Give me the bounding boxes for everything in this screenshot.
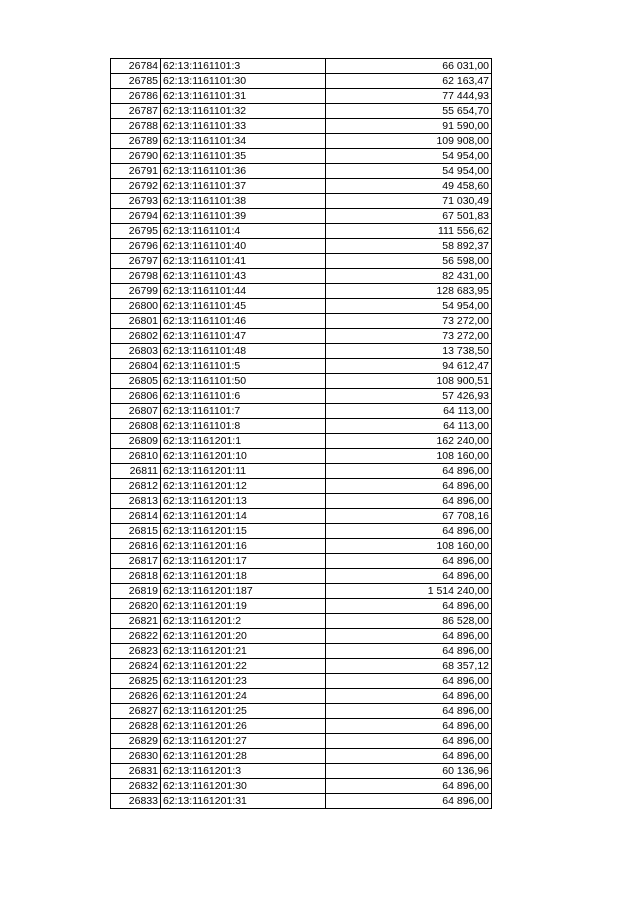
table-row [111,104,492,119]
row-number-cell: 26828 [111,719,161,734]
table-row [111,194,492,209]
row-number-cell: 26809 [111,434,161,449]
amount-cell: 71 030,49 [326,194,492,209]
amount-cell: 73 272,00 [326,314,492,329]
amount-cell: 64 896,00 [326,674,492,689]
cadastral-number-cell: 62:13:1161101:36 [161,164,326,179]
table-row [111,599,492,614]
row-number-cell: 26825 [111,674,161,689]
cadastral-number-cell: 62:13:1161201:3 [161,764,326,779]
row-number-cell: 26829 [111,734,161,749]
row-number-cell: 26786 [111,89,161,104]
table-row [111,254,492,269]
cadastral-number-cell: 62:13:1161201:1 [161,434,326,449]
cadastral-number-cell: 62:13:1161101:32 [161,104,326,119]
cadastral-number-cell: 62:13:1161101:31 [161,89,326,104]
amount-cell: 60 136,96 [326,764,492,779]
table-row [111,59,492,74]
amount-cell: 67 708,16 [326,509,492,524]
amount-cell: 82 431,00 [326,269,492,284]
amount-cell: 64 896,00 [326,524,492,539]
row-number-cell: 26798 [111,269,161,284]
row-number-cell: 26796 [111,239,161,254]
cadastral-number-cell: 62:13:1161201:31 [161,794,326,809]
table-row [111,644,492,659]
cadastral-number-cell: 62:13:1161201:15 [161,524,326,539]
cadastral-number-cell: 62:13:1161101:41 [161,254,326,269]
table-row [111,779,492,794]
row-number-cell: 26803 [111,344,161,359]
cadastral-number-cell: 62:13:1161201:21 [161,644,326,659]
cadastral-number-cell: 62:13:1161201:26 [161,719,326,734]
table-row [111,749,492,764]
cadastral-number-cell: 62:13:1161101:45 [161,299,326,314]
amount-cell: 77 444,93 [326,89,492,104]
row-number-cell: 26800 [111,299,161,314]
amount-cell: 86 528,00 [326,614,492,629]
table-row [111,434,492,449]
cadastral-number-cell: 62:13:1161201:23 [161,674,326,689]
amount-cell: 49 458,60 [326,179,492,194]
amount-cell: 64 896,00 [326,794,492,809]
row-number-cell: 26802 [111,329,161,344]
amount-cell: 58 892,37 [326,239,492,254]
cadastral-number-cell: 62:13:1161201:187 [161,584,326,599]
table-row [111,509,492,524]
row-number-cell: 26816 [111,539,161,554]
table-row [111,659,492,674]
table-row [111,449,492,464]
table-row [111,629,492,644]
amount-cell: 64 896,00 [326,464,492,479]
table-body [111,59,492,809]
table-row [111,164,492,179]
data-table [110,58,492,809]
amount-cell: 64 896,00 [326,554,492,569]
cadastral-number-cell: 62:13:1161201:2 [161,614,326,629]
amount-cell: 64 896,00 [326,599,492,614]
amount-cell: 64 113,00 [326,404,492,419]
amount-cell: 94 612,47 [326,359,492,374]
row-number-cell: 26831 [111,764,161,779]
table-row [111,314,492,329]
row-number-cell: 26824 [111,659,161,674]
row-number-cell: 26826 [111,689,161,704]
table-row [111,404,492,419]
table-row [111,719,492,734]
cadastral-number-cell: 62:13:1161101:40 [161,239,326,254]
amount-cell: 108 160,00 [326,539,492,554]
row-number-cell: 26806 [111,389,161,404]
cadastral-number-cell: 62:13:1161201:30 [161,779,326,794]
amount-cell: 13 738,50 [326,344,492,359]
amount-cell: 55 654,70 [326,104,492,119]
table-row [111,614,492,629]
row-number-cell: 26795 [111,224,161,239]
cadastral-number-cell: 62:13:1161201:18 [161,569,326,584]
table-row [111,389,492,404]
amount-cell: 66 031,00 [326,59,492,74]
cadastral-number-cell: 62:13:1161201:22 [161,659,326,674]
amount-cell: 62 163,47 [326,74,492,89]
amount-cell: 64 896,00 [326,734,492,749]
amount-cell: 64 896,00 [326,644,492,659]
table-row [111,224,492,239]
table-row [111,284,492,299]
cadastral-number-cell: 62:13:1161101:39 [161,209,326,224]
row-number-cell: 26789 [111,134,161,149]
table-row [111,74,492,89]
row-number-cell: 26812 [111,479,161,494]
cadastral-number-cell: 62:13:1161101:8 [161,419,326,434]
row-number-cell: 26832 [111,779,161,794]
row-number-cell: 26792 [111,179,161,194]
amount-cell: 54 954,00 [326,164,492,179]
row-number-cell: 26801 [111,314,161,329]
row-number-cell: 26785 [111,74,161,89]
amount-cell: 109 908,00 [326,134,492,149]
row-number-cell: 26808 [111,419,161,434]
row-number-cell: 26784 [111,59,161,74]
row-number-cell: 26799 [111,284,161,299]
table-row [111,704,492,719]
table-row [111,299,492,314]
table-row [111,89,492,104]
row-number-cell: 26811 [111,464,161,479]
amount-cell: 108 160,00 [326,449,492,464]
cadastral-number-cell: 62:13:1161201:27 [161,734,326,749]
cadastral-number-cell: 62:13:1161101:47 [161,329,326,344]
amount-cell: 111 556,62 [326,224,492,239]
cadastral-number-cell: 62:13:1161101:4 [161,224,326,239]
cadastral-number-cell: 62:13:1161201:16 [161,539,326,554]
table-row [111,554,492,569]
row-number-cell: 26804 [111,359,161,374]
table-row [111,119,492,134]
cadastral-number-cell: 62:13:1161101:44 [161,284,326,299]
amount-cell: 73 272,00 [326,329,492,344]
table-row [111,479,492,494]
table-row [111,689,492,704]
row-number-cell: 26823 [111,644,161,659]
cadastral-number-cell: 62:13:1161101:46 [161,314,326,329]
cadastral-number-cell: 62:13:1161201:10 [161,449,326,464]
cadastral-number-cell: 62:13:1161101:5 [161,359,326,374]
amount-cell: 64 896,00 [326,779,492,794]
row-number-cell: 26793 [111,194,161,209]
table-row [111,419,492,434]
cadastral-number-cell: 62:13:1161101:34 [161,134,326,149]
row-number-cell: 26821 [111,614,161,629]
amount-cell: 64 113,00 [326,419,492,434]
amount-cell: 64 896,00 [326,749,492,764]
amount-cell: 91 590,00 [326,119,492,134]
cadastral-number-cell: 62:13:1161101:43 [161,269,326,284]
row-number-cell: 26813 [111,494,161,509]
row-number-cell: 26794 [111,209,161,224]
amount-cell: 64 896,00 [326,479,492,494]
row-number-cell: 26822 [111,629,161,644]
cadastral-number-cell: 62:13:1161101:7 [161,404,326,419]
cadastral-number-cell: 62:13:1161201:20 [161,629,326,644]
row-number-cell: 26815 [111,524,161,539]
cadastral-number-cell: 62:13:1161101:30 [161,74,326,89]
row-number-cell: 26791 [111,164,161,179]
cadastral-number-cell: 62:13:1161101:6 [161,389,326,404]
amount-cell: 108 900,51 [326,374,492,389]
row-number-cell: 26819 [111,584,161,599]
amount-cell: 54 954,00 [326,149,492,164]
table-row [111,239,492,254]
amount-cell: 57 426,93 [326,389,492,404]
cadastral-number-cell: 62:13:1161101:37 [161,179,326,194]
table-row [111,674,492,689]
table-row [111,464,492,479]
row-number-cell: 26805 [111,374,161,389]
cadastral-number-cell: 62:13:1161101:33 [161,119,326,134]
table-row [111,209,492,224]
table-row [111,359,492,374]
table-row [111,524,492,539]
row-number-cell: 26807 [111,404,161,419]
amount-cell: 54 954,00 [326,299,492,314]
row-number-cell: 26788 [111,119,161,134]
row-number-cell: 26787 [111,104,161,119]
cadastral-number-cell: 62:13:1161201:28 [161,749,326,764]
cadastral-number-cell: 62:13:1161101:48 [161,344,326,359]
amount-cell: 64 896,00 [326,494,492,509]
amount-cell: 64 896,00 [326,719,492,734]
table-row [111,329,492,344]
row-number-cell: 26817 [111,554,161,569]
cadastral-number-cell: 62:13:1161201:25 [161,704,326,719]
table-row [111,569,492,584]
table-row [111,494,492,509]
row-number-cell: 26790 [111,149,161,164]
cadastral-number-cell: 62:13:1161201:24 [161,689,326,704]
row-number-cell: 26810 [111,449,161,464]
table-row [111,149,492,164]
cadastral-number-cell: 62:13:1161201:12 [161,479,326,494]
cadastral-number-cell: 62:13:1161101:50 [161,374,326,389]
table-row [111,374,492,389]
amount-cell: 64 896,00 [326,569,492,584]
row-number-cell: 26814 [111,509,161,524]
amount-cell: 67 501,83 [326,209,492,224]
row-number-cell: 26797 [111,254,161,269]
cadastral-number-cell: 62:13:1161101:3 [161,59,326,74]
cadastral-number-cell: 62:13:1161201:11 [161,464,326,479]
amount-cell: 64 896,00 [326,629,492,644]
cadastral-number-cell: 62:13:1161201:19 [161,599,326,614]
table-row [111,584,492,599]
amount-cell: 64 896,00 [326,704,492,719]
row-number-cell: 26818 [111,569,161,584]
cadastral-number-cell: 62:13:1161101:35 [161,149,326,164]
amount-cell: 64 896,00 [326,689,492,704]
table-row [111,344,492,359]
row-number-cell: 26830 [111,749,161,764]
table-row [111,134,492,149]
row-number-cell: 26833 [111,794,161,809]
amount-cell: 56 598,00 [326,254,492,269]
cadastral-number-cell: 62:13:1161101:38 [161,194,326,209]
cadastral-number-cell: 62:13:1161201:17 [161,554,326,569]
amount-cell: 162 240,00 [326,434,492,449]
table-row [111,179,492,194]
row-number-cell: 26827 [111,704,161,719]
row-number-cell: 26820 [111,599,161,614]
table-row [111,764,492,779]
table-row [111,734,492,749]
table-row [111,539,492,554]
cadastral-number-cell: 62:13:1161201:14 [161,509,326,524]
cadastral-number-cell: 62:13:1161201:13 [161,494,326,509]
table-row [111,269,492,284]
amount-cell: 128 683,95 [326,284,492,299]
amount-cell: 68 357,12 [326,659,492,674]
table-row [111,794,492,809]
amount-cell: 1 514 240,00 [326,584,492,599]
